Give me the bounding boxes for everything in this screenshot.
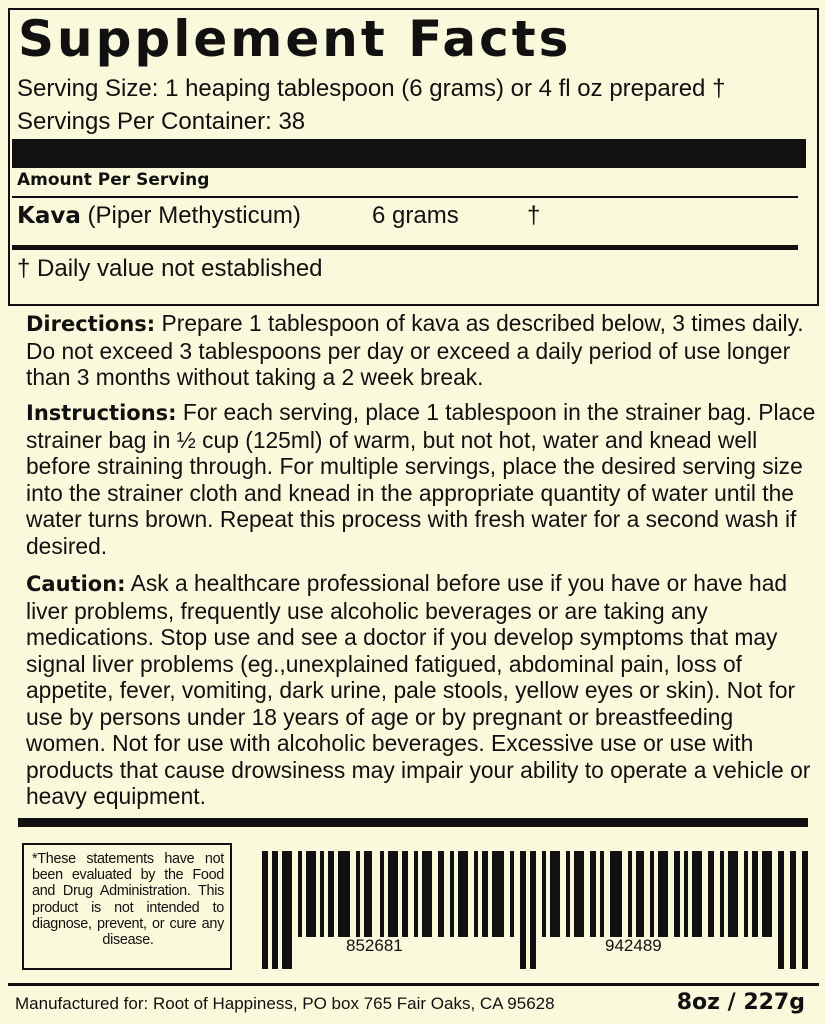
barcode-bar: [600, 851, 604, 937]
instructions-paragraph: [26, 399, 816, 559]
barcode-bar: [262, 851, 268, 969]
barcode-bar: [422, 851, 432, 937]
barcode-bar: [364, 851, 372, 937]
barcode-bar: [636, 851, 644, 937]
servings-per-container: Servings Per Container: 38: [17, 108, 306, 135]
instructions-label: Instructions:: [26, 401, 177, 425]
barcode-bar: [414, 851, 418, 937]
serving-size: Serving Size: 1 heaping tablespoon (6 grams) or 4 fl oz prepared †: [17, 75, 726, 102]
ingredient-daily-value: †: [527, 202, 541, 229]
barcode-bar: [356, 851, 360, 937]
barcode-bar: [492, 851, 504, 937]
caution-paragraph: [26, 570, 816, 810]
barcode-bar: [338, 851, 350, 937]
caution-label: Caution:: [26, 572, 126, 596]
barcode-right-digits: 942489: [601, 937, 666, 954]
barcode-bar: [610, 851, 622, 937]
thin-divider: [12, 196, 798, 198]
barcode-bar: [320, 851, 324, 937]
barcode-bar: [542, 851, 546, 937]
panel-title: Supplement Facts: [18, 10, 572, 68]
barcode-bar: [628, 851, 632, 937]
barcode-bar: [778, 851, 784, 969]
bottom-divider: [18, 818, 808, 827]
barcode-bar: [684, 851, 688, 937]
barcode-bar: [298, 851, 302, 937]
instructions-text: For each serving, place 1 tablespoon in the strainer bag. Place strainer bag in ½ cup (125ml) of warm, but not hot, water and knead well before straining through. For multiple servings, place the desired serving size into the strainer cloth and knead in the appropriate quantity of water until the water turns brown. Repeat this process with fresh water for a second wash if desired.: [26, 399, 816, 559]
barcode-bar: [802, 851, 808, 969]
ingredient-latin-name: (Piper Methysticum): [87, 202, 301, 229]
barcode-bar: [790, 851, 796, 969]
thick-divider: [12, 139, 806, 168]
footer-divider: [8, 983, 819, 986]
barcode-bar: [590, 851, 596, 937]
barcode-bar: [402, 851, 408, 937]
barcode-bar: [530, 851, 536, 969]
barcode-bar: [744, 851, 748, 937]
barcode-bar: [306, 851, 316, 937]
barcode-bar: [438, 851, 444, 937]
barcode-bar: [482, 851, 488, 937]
barcode-bar: [520, 851, 526, 969]
barcode-bar: [708, 851, 714, 937]
barcode-bar: [674, 851, 680, 937]
barcode-bar: [272, 851, 278, 969]
barcode-bar: [566, 851, 570, 937]
barcode-bar: [762, 851, 772, 937]
fda-disclaimer: *These statements have not been evaluated by the Food and Drug Administration. This product is not intended to diagnose, prevent, or cure any disease.: [22, 843, 232, 970]
barcode-bar: [328, 851, 334, 937]
directions-paragraph: [26, 310, 816, 391]
barcode-left-digits: 852681: [342, 937, 407, 954]
barcode-bar: [282, 851, 292, 969]
ingredient-amount: 6 grams: [372, 202, 459, 229]
barcode-bar: [658, 851, 668, 937]
barcode-bar: [458, 851, 468, 937]
directions-label: Directions:: [26, 312, 156, 336]
barcode-bar: [574, 851, 584, 937]
amount-per-serving-label: Amount Per Serving: [17, 170, 210, 190]
ingredient-row: [17, 202, 541, 229]
barcode-bar: [720, 851, 724, 937]
manufacturer-info: Manufactured for: Root of Happiness, PO box 765 Fair Oaks, CA 95628: [15, 994, 555, 1013]
barcode-bar: [510, 851, 514, 937]
barcode-bar: [388, 851, 398, 937]
daily-value-footnote: † Daily value not established: [17, 255, 323, 282]
barcode-bar: [380, 851, 384, 937]
barcode-bar: [450, 851, 454, 937]
barcode-bar: [474, 851, 478, 937]
net-weight: 8oz / 227g: [676, 990, 805, 1015]
barcode-bar: [752, 851, 758, 937]
barcode-bar: [692, 851, 702, 937]
caution-text: Ask a healthcare professional before use if you have or have had liver problems, frequently use alcoholic beverages or are taking any medications. Stop use and see a doctor if you develop symptoms that may signal liver problems (eg.,unexplained fatigued, abdominal pain, loss of appetite, fever, vomiting, dark urine, pale stools, yellow eyes or skin). Not for use by persons under 18 years of age or by pregnant or breastfeeding women. Not for use with alcoholic beverages. Excessive use or use with products that cause drowsiness may impair your ability to operate a vehicle or heavy equipment.: [26, 570, 811, 809]
barcode-bar: [728, 851, 738, 937]
barcode-bar: [550, 851, 560, 937]
medium-divider: [12, 245, 798, 250]
ingredient-name: Kava: [17, 203, 81, 229]
directions-text: Prepare 1 tablespoon of kava as described below, 3 times daily. Do not exceed 3 tablespoons per day or exceed a daily period of use longer than 3 months without taking a 2 week break.: [26, 310, 804, 390]
barcode-bar: [650, 851, 654, 937]
